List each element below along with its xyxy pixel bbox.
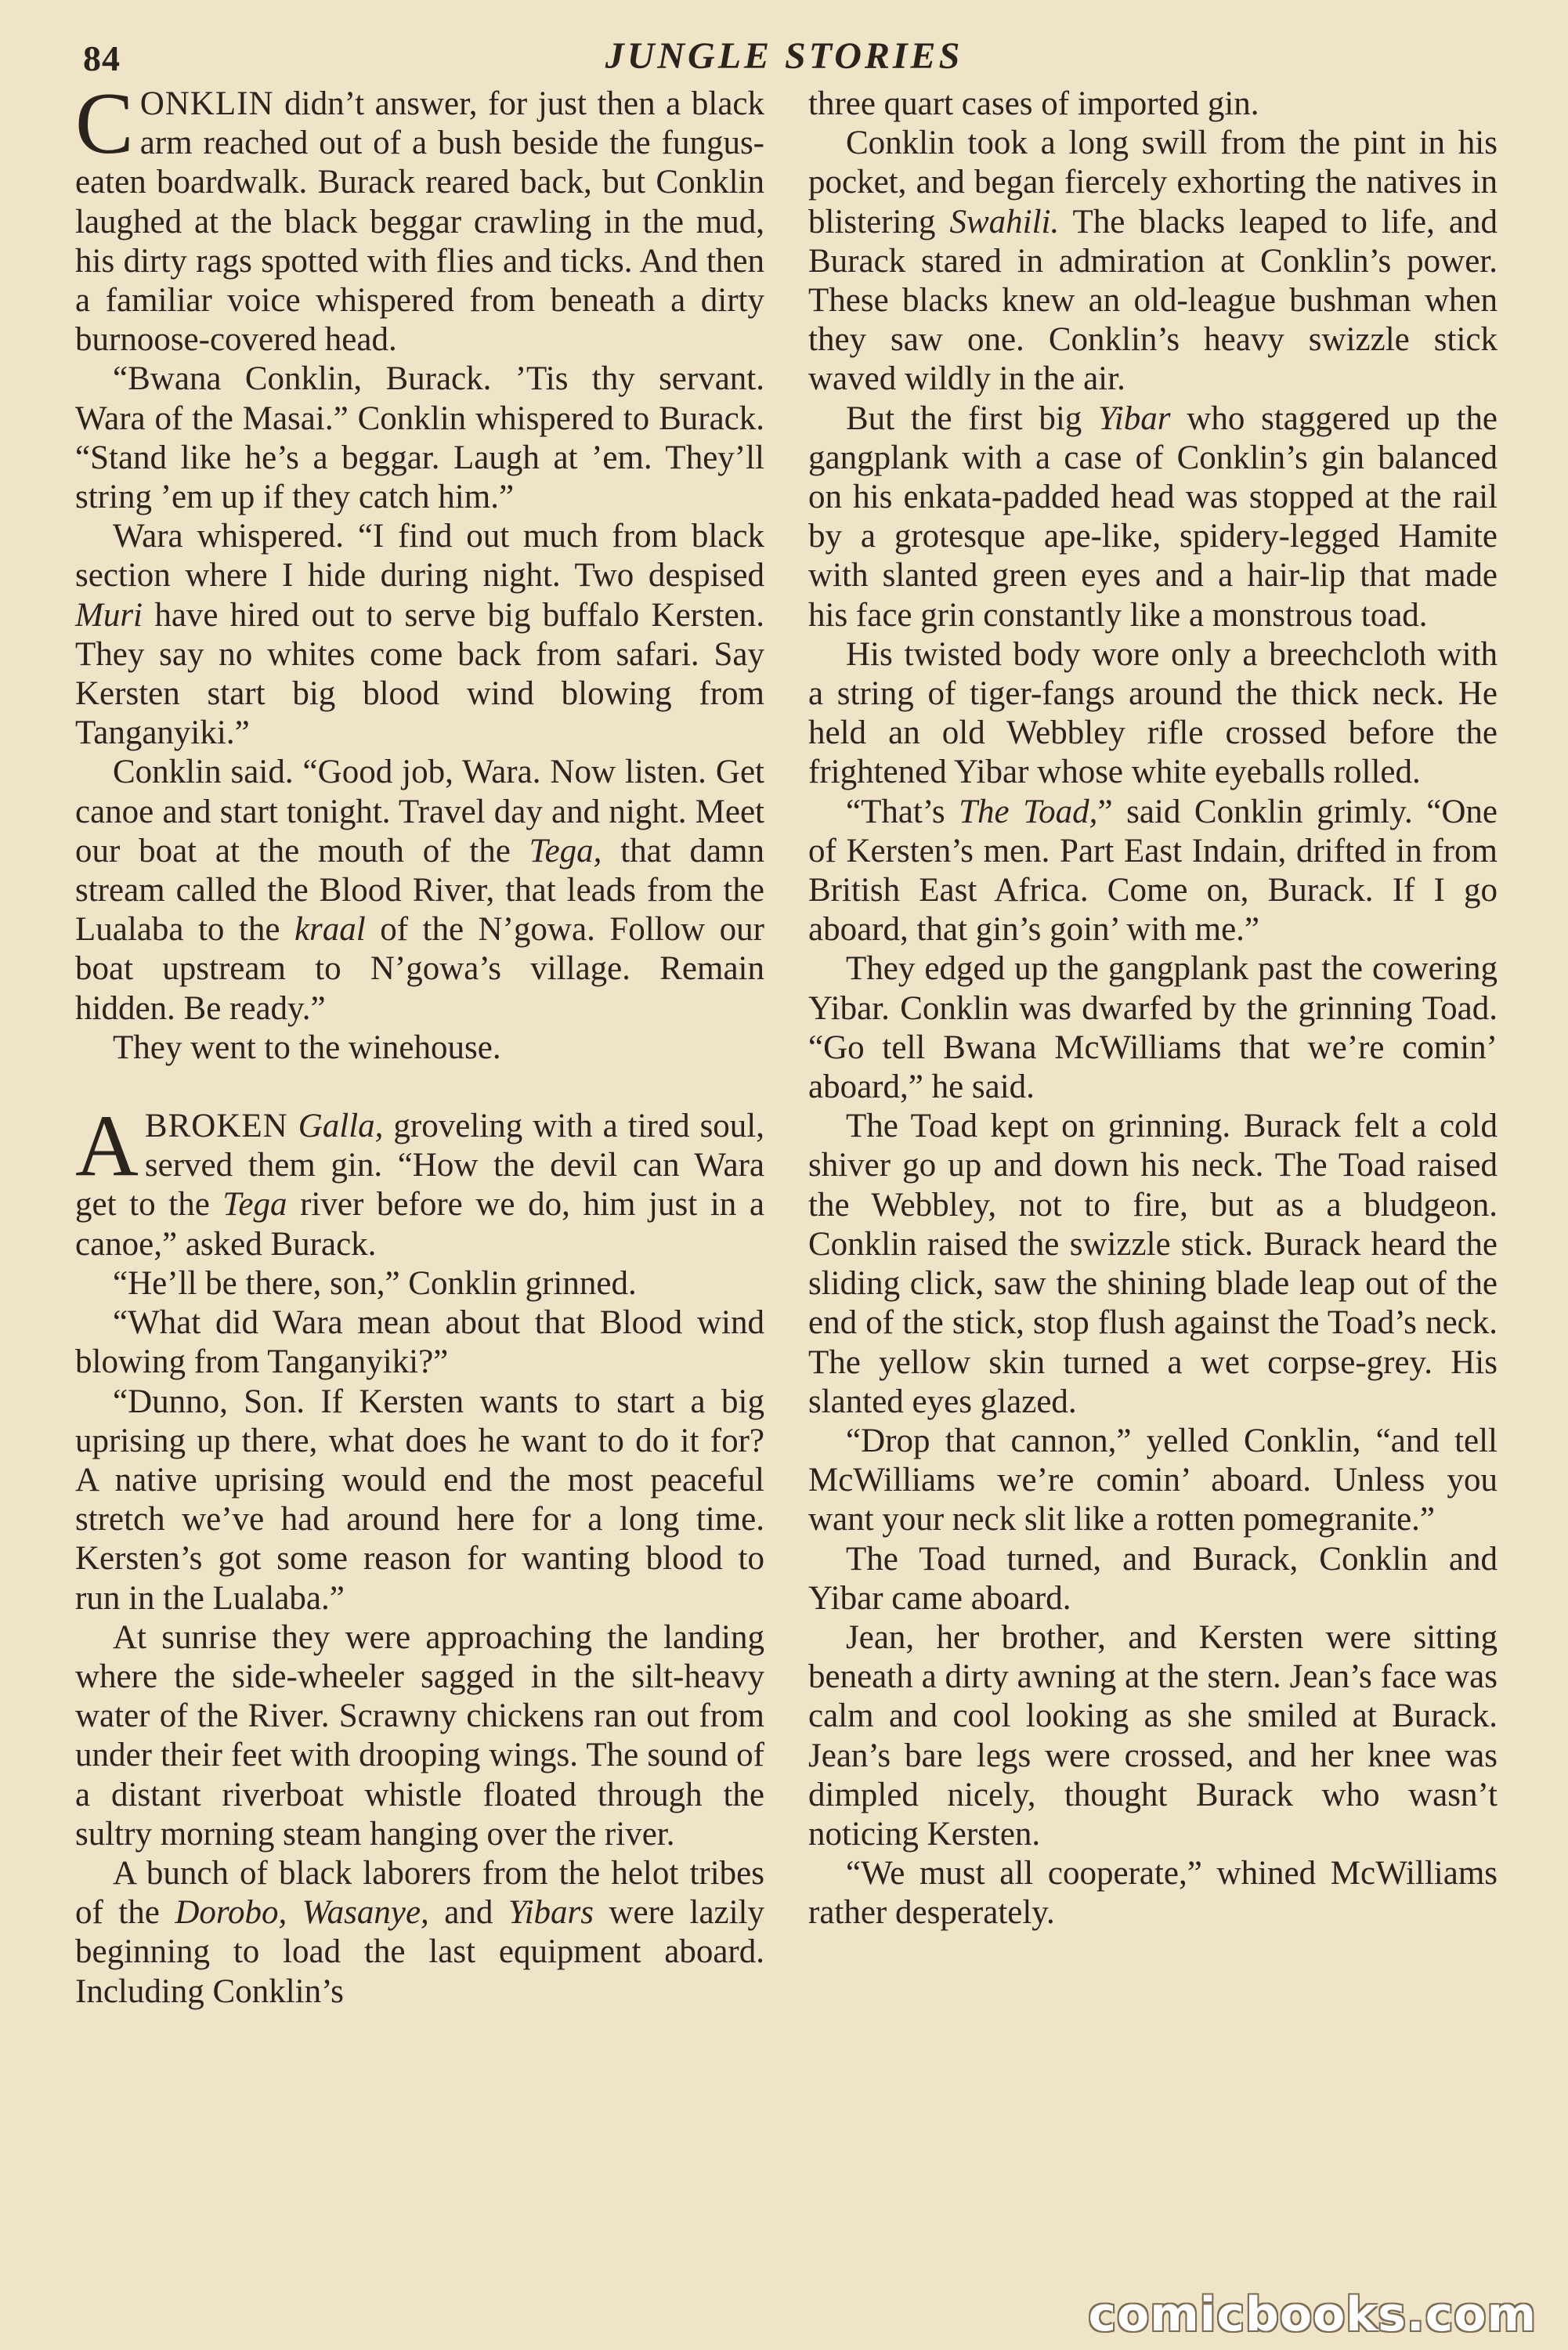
drop-cap: A [75,1097,139,1195]
paragraph: The Toad kept on grinning. Burack felt a cold shiver go up and down his neck. The Toad raised the Webbley, not to fire, but as a bludgeon. Conklin raised the swizzle stick. Burack heard the sliding click, saw the shining blade leap out of the end of the stick, stop flush against the Toad’s neck. The yellow skin turned a wet corpse-grey. His slanted eyes glazed. [808,1108,1498,1420]
paragraph: A bunch of black laborers from the helot tribes of the Dorobo, Wasanye, and Yibars were lazily beginning to load the last equipment aboard. Including Conklin’s [75,1854,765,2010]
paragraph: They edged up the gangplank past the cowering Yibar. Conklin was dwarfed by the grinning Toad. “Go tell Bwana McWilliams that we’re comin’ aboard,” he said. [808,950,1498,1106]
paragraph: three quart cases of imported gin. [808,85,1259,122]
right-column [808,85,1498,2301]
paragraph: Conklin said. “Good job, Wara. Now listen. Get canoe and start tonight. Travel day and night. Meet our boat at the mouth of the Tega, that damn stream called the Blood River, that leads from the Lualaba to the kraal of the N’gowa. Follow our boat upstream to N’gowa’s village. Remain hidden. Be ready.” [75,754,764,1027]
paragraph: At sunrise they were approaching the landing where the side-wheeler sagged in the silt-heavy water of the River. Scrawny chickens ran out from under their feet with drooping wings. The sound of a distant riverboat whistle floated through the sultry morning steam hanging over the river. [75,1618,764,1853]
paragraph: “He’ll be there, son,” Conklin grinned. [113,1264,637,1302]
section-break [75,1068,764,1107]
paragraph: But the first big Yibar who staggered up the gangplank with a case of Conklin’s gin balanced on his enkata-padded head was stopped at the rail by a grotesque ape-like, spidery-legged Hamite with slanted green eyes and a hair-lip that made his face grin constantly like a monstrous toad. [808,400,1498,634]
paragraph: CONKLIN didn’t answer, for just then a black arm reached out of a bush beside the fungus-eaten boardwalk. Burack reared back, but Conklin laughed at the black beggar crawling in the mud, his dirty rags spotted with flies and ticks. And then a familiar voice whispered from beneath a dirty burnoose-covered head. [75,75,764,359]
page-number: 84 [83,38,121,78]
paragraph: His twisted body wore only a breechcloth with a string of tiger-fangs around the thick neck. He held an old Webbley rifle crossed before the frightened Yibar whose white eyeballs rolled. [808,635,1498,791]
left-column [75,75,765,2301]
drop-cap: C [75,75,134,172]
paragraph: “Drop that cannon,” yelled Conklin, “and tell McWilliams we’re comin’ aboard. Unless you want your neck slit like a rotten pomegranite.” [808,1422,1498,1538]
paragraph: Conklin took a long swill from the pint in his pocket, and began fiercely exhorting the natives in blistering Swahili. The blacks leaped to life, and Burack stared in admiration at Conklin’s power. These blacks knew an old-league bushman when they saw one. Conklin’s heavy swizzle stick waved wildly in the air. [808,125,1498,398]
paragraph: The Toad turned, and Burack, Conklin and Yibar came aboard. [808,1540,1498,1617]
paragraph: “We must all cooperate,” whined McWilliams rather desperately. [808,1855,1498,1932]
watermark: comicbooks.com [1088,2287,1537,2342]
paragraph: Wara whispered. “I find out much from black section where I hide during night. Two despised Muri have hired out to serve big buffalo Kersten. They say no whites come back from safari. Say Kersten start big blood wind blowing from Tanganyiki.” [75,518,764,752]
paragraph: ABROKEN Galla, groveling with a tired soul, served them gin. “How the devil can Wara get to the Tega river before we do, him just in a canoe,” asked Burack. [75,1097,765,1263]
paragraph: “That’s The Toad,” said Conklin grimly. “One of Kersten’s men. Part East Indain, drifted in from British East Africa. Come on, Burack. If I go aboard, that gin’s goin’ with me.” [808,793,1498,949]
paragraph: Jean, her brother, and Kersten were sitting beneath a dirty awning at the stern. Jean’s face was calm and cool looking as she smiled at Burack. Jean’s bare legs were crossed, and her knee was dimpled nicely, thought Burack who wasn’t noticing Kersten. [808,1618,1498,1853]
paragraph: “Dunno, Son. If Kersten wants to start a big uprising up there, what does he want to do it for? A native uprising would end the most peaceful stretch we’ve had around here for a long time. Kersten’s got some reason for wanting blood to run in the Lualaba.” [75,1383,764,1617]
paragraph: “What did Wara mean about that Blood wind blowing from Tanganyiki?” [75,1304,764,1381]
running-head: JUNGLE STORIES [605,35,963,77]
paragraph: “Bwana Conklin, Burack. ’Tis thy servant. Wara of the Masai.” Conklin whispered to Burack. “Stand like he’s a beggar. Laugh at ’em. They’ll string ’em up if they catch him.” [75,360,764,516]
paragraph: They went to the winehouse. [113,1029,501,1066]
